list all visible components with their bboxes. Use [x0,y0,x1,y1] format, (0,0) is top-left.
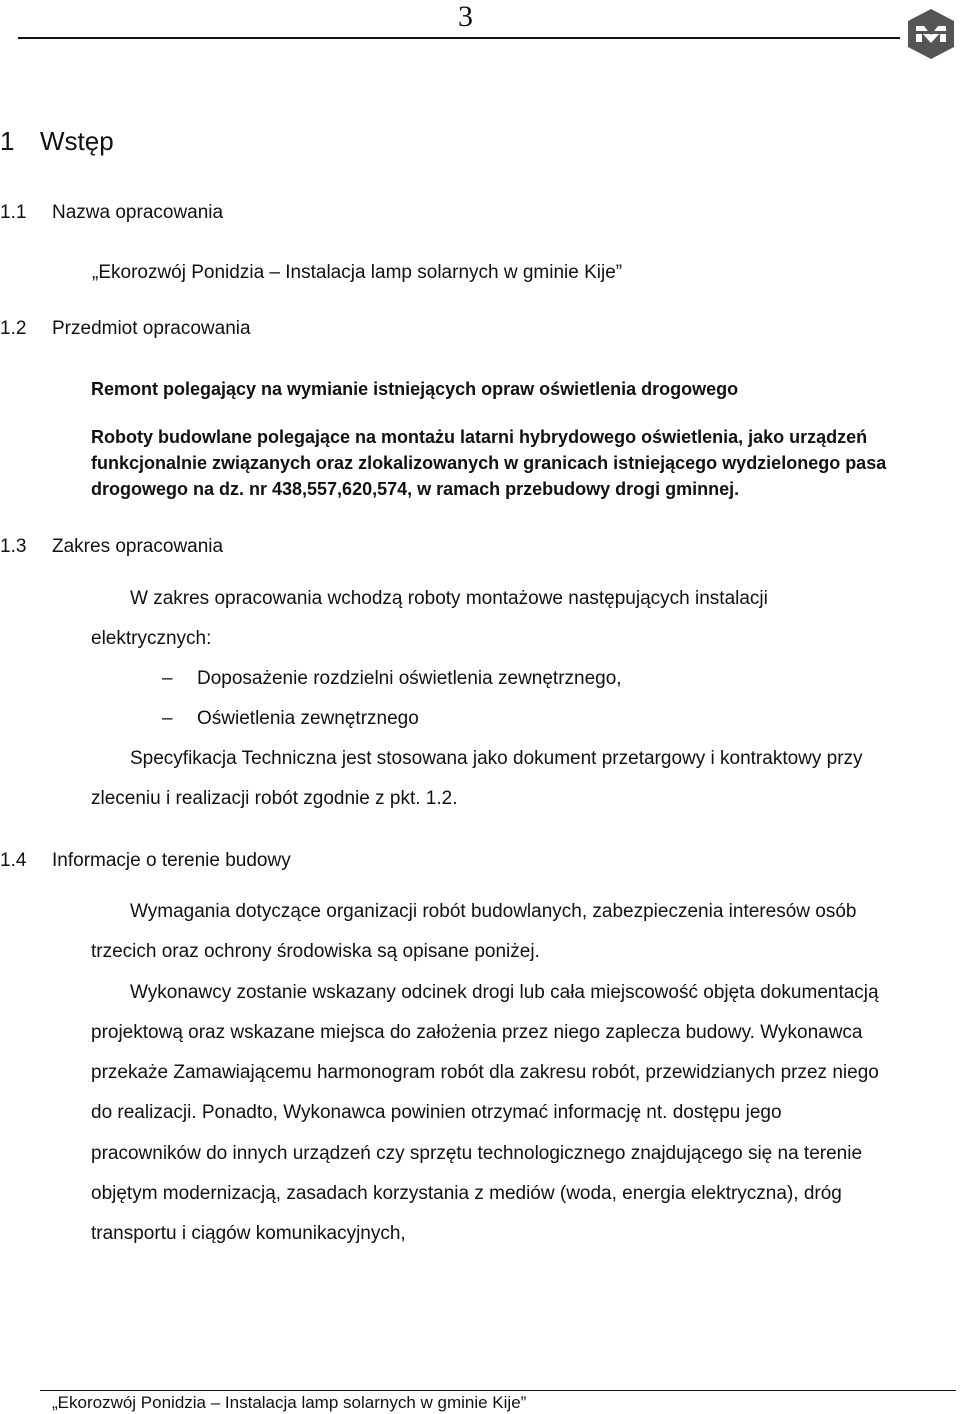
subsection-title: Nazwa opracowania [52,202,224,223]
subsection-number: 1.3 [0,536,27,557]
site-info-line: objętym modernizacją, zasadach korzystania z mediów (woda, energia elektryczna), dróg [91,1183,842,1204]
site-info-line: przekaże Zamawiającemu harmonogram robót dla zakresu robót, przewidzianych przez niego [91,1062,879,1083]
footer-divider [40,1390,956,1391]
list-dash: – [162,708,173,729]
subsection-heading-1-4 [0,848,291,874]
subsection-number: 1.1 [0,202,27,223]
subsection-number: 1.4 [0,850,27,871]
list-item-text: Doposażenie rozdzielni oświetlenia zewnętrznego, [197,668,622,689]
subsection-title: Przedmiot opracowania [52,318,251,339]
page-number: 3 [458,0,473,33]
list-item-text: Oświetlenia zewnętrznego [197,708,419,729]
site-info-line: projektową oraz wskazane miejsca do założenia przez niego zaplecza budowy. Wykonawca [91,1022,863,1043]
company-logo-icon [906,8,956,60]
document-name: „Ekorozwój Ponidzia – Instalacja lamp solarnych w gminie Kije” [92,262,623,283]
subsection-heading-1-3 [0,534,223,560]
spec-line: zleceniu i realizacji robót zgodnie z pkt. 1.2. [91,788,458,809]
site-info-line: do realizacji. Ponadto, Wykonawca powinien otrzymać informację nt. dostępu jego [91,1102,782,1123]
section-title: Wstęp [40,126,114,156]
list-item [162,666,622,692]
site-info-line: Wymagania dotyczące organizacji robót budowlanych, zabezpieczenia interesów osób [130,901,857,922]
list-dash: – [162,668,173,689]
subsection-number: 1.2 [0,318,27,339]
subject-paragraph-line: funkcjonalnie związanych oraz zlokalizowanych w granicach istniejącego wydzielonego pasa [91,453,887,473]
header-divider [18,37,900,39]
subject-paragraph-line: Roboty budowlane polegające na montażu latarni hybrydowego oświetlenia, jako urządzeń [91,427,868,447]
section-heading-1 [0,124,114,158]
subsection-heading-1-2 [0,316,251,342]
subsection-title: Zakres opracowania [52,536,224,557]
spec-line: Specyfikacja Techniczna jest stosowana jako dokument przetargowy i kontraktowy przy [130,748,863,769]
site-info-line: trzecich oraz ochrony środowiska są opisane poniżej. [91,941,540,962]
subsection-heading-1-1 [0,200,223,226]
subject-line: Remont polegający na wymianie istniejących opraw oświetlenia drogowego [91,379,739,399]
site-info-line: pracowników do innych urządzeń czy sprzętu technologicznego znajdującego się na terenie [91,1143,863,1164]
scope-intro-line: W zakres opracowania wchodzą roboty montażowe następujących instalacji [130,588,768,609]
list-item [162,706,419,732]
section-number: 1 [0,126,15,156]
footer-text: „Ekorozwój Ponidzia – Instalacja lamp solarnych w gminie Kije” [52,1393,527,1412]
subsection-title: Informacje o terenie budowy [52,850,291,871]
site-info-line: Wykonawcy zostanie wskazany odcinek drogi lub cała miejscowość objęta dokumentacją [130,982,879,1003]
scope-intro-line: elektrycznych: [91,628,212,649]
site-info-line: transportu i ciągów komunikacyjnych, [91,1223,406,1244]
subject-paragraph-line: drogowego na dz. nr 438,557,620,574, w ramach przebudowy drogi gminnej. [91,479,740,499]
